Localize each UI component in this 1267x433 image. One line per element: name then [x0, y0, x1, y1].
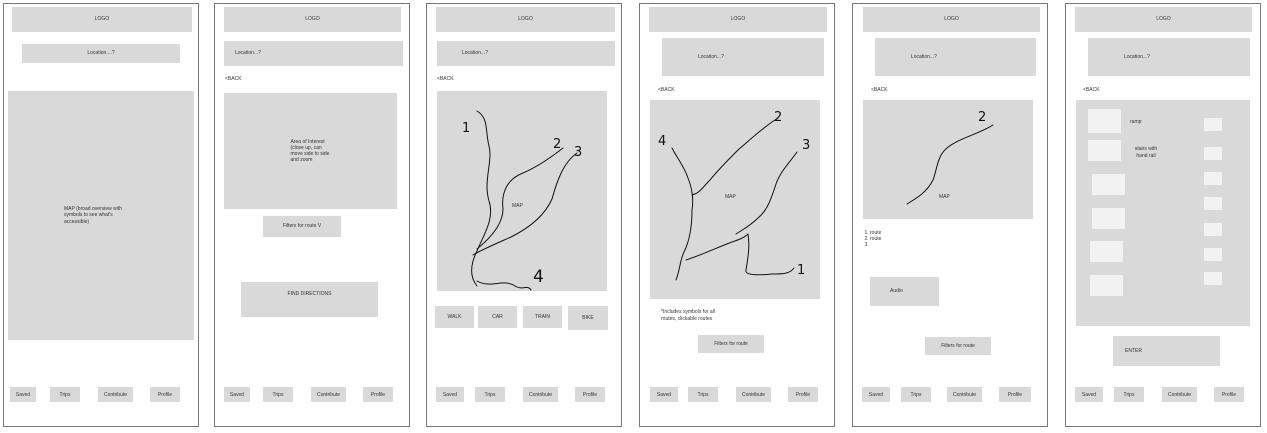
- audio-button[interactable]: [870, 277, 939, 306]
- nav-saved[interactable]: Saved: [224, 387, 250, 402]
- nav-saved[interactable]: Saved: [436, 387, 464, 402]
- route-lines[interactable]: [863, 100, 1033, 219]
- back-link[interactable]: <BACK: [1083, 87, 1100, 93]
- location-input[interactable]: [875, 38, 1036, 76]
- filter-options-panel: [1076, 100, 1250, 326]
- route-number-4: 4: [533, 267, 544, 287]
- filter-option-icon: [1090, 275, 1123, 296]
- nav-contribute[interactable]: Contribute: [523, 387, 558, 402]
- logo: LOGO: [1075, 7, 1252, 32]
- nav-trips[interactable]: Trips: [1114, 387, 1144, 402]
- route-number-3: 3: [574, 145, 583, 160]
- filter-checkbox[interactable]: [1204, 172, 1222, 185]
- route-line-2: [692, 118, 778, 195]
- filter-option-icon: [1092, 208, 1125, 229]
- back-link[interactable]: <BACK: [437, 76, 454, 82]
- location-input[interactable]: [437, 41, 615, 66]
- logo: LOGO: [224, 7, 401, 32]
- map-label: MAP: [939, 194, 950, 200]
- route-map[interactable]: [437, 91, 607, 291]
- filter-checkbox[interactable]: [1204, 248, 1222, 261]
- transport-walk-button[interactable]: WALK: [435, 306, 474, 328]
- route-number-2: 2: [978, 110, 987, 125]
- route-map[interactable]: [650, 100, 820, 299]
- location-text: Location...?: [462, 50, 488, 57]
- route-list-item[interactable]: 2. route: [870, 236, 881, 242]
- location-input[interactable]: [1088, 38, 1250, 76]
- route-line-4: [477, 281, 531, 290]
- location-text: Location...?: [698, 53, 724, 60]
- map-label: MAP: [512, 203, 523, 209]
- screen-4-route-overview: [639, 3, 835, 427]
- nav-trips[interactable]: Trips: [901, 387, 931, 402]
- screen-3-routes: [426, 3, 622, 427]
- filter-option-ramp-icon: [1088, 109, 1121, 133]
- nav-contribute[interactable]: Contribute: [311, 387, 346, 402]
- route-connector: [686, 234, 748, 260]
- nav-contribute[interactable]: Contribute: [736, 387, 771, 402]
- nav-contribute[interactable]: Contribute: [947, 387, 982, 402]
- route-list-item[interactable]: 1. route: [870, 230, 881, 236]
- enter-button[interactable]: [1113, 336, 1220, 366]
- symbols-note: *Includes symbols for all routes, clickable routes: [661, 309, 715, 322]
- route-line-1: [746, 234, 794, 275]
- location-input[interactable]: Location....?: [22, 44, 180, 63]
- route-line-1: [472, 111, 491, 286]
- filter-checkbox[interactable]: [1204, 197, 1222, 210]
- nav-profile[interactable]: Profile: [788, 387, 818, 402]
- filter-checkbox[interactable]: [1204, 223, 1222, 236]
- location-text: Location...?: [235, 50, 261, 57]
- filter-checkbox[interactable]: [1204, 118, 1222, 131]
- filters-route-button[interactable]: Filters for route: [925, 337, 991, 355]
- logo: LOGO: [863, 7, 1040, 32]
- filter-checkbox[interactable]: [1204, 272, 1222, 285]
- filter-option-stairs-icon: [1088, 140, 1121, 161]
- nav-profile[interactable]: Profile: [363, 387, 393, 402]
- enter-label: ENTER: [1125, 347, 1142, 354]
- location-text: Location...?: [911, 53, 937, 60]
- transport-car-button[interactable]: CAR: [478, 306, 517, 328]
- route-list: [859, 230, 881, 248]
- area-of-interest-label: Area of Interest (close up, can move side to side and zoom: [290, 138, 330, 164]
- nav-profile[interactable]: Profile: [150, 387, 180, 402]
- nav-trips[interactable]: Trips: [688, 387, 718, 402]
- nav-saved[interactable]: Saved: [1075, 387, 1103, 402]
- back-link[interactable]: <BACK: [658, 87, 675, 93]
- filter-option-ramp-label: ramp: [1130, 119, 1142, 125]
- screen-1-home: [3, 3, 199, 427]
- nav-contribute[interactable]: Contribute: [98, 387, 133, 402]
- route-number-1: 1: [797, 263, 806, 278]
- map-overview-label: MAP (broad overview with symbols to see what's accessible): [64, 206, 122, 225]
- route-number-2: 2: [553, 137, 562, 152]
- nav-trips[interactable]: Trips: [263, 387, 293, 402]
- transport-train-button[interactable]: TRAIN: [523, 306, 562, 328]
- route-line-2: [907, 125, 993, 204]
- location-text: Location...?: [1124, 53, 1150, 60]
- nav-contribute[interactable]: Contribute: [1162, 387, 1197, 402]
- logo: LOGO: [436, 7, 615, 32]
- nav-trips[interactable]: Trips: [50, 387, 80, 402]
- nav-saved[interactable]: Saved: [862, 387, 890, 402]
- route-line-2: [477, 148, 563, 249]
- screen-2-area: [214, 3, 410, 427]
- filter-option-icon: [1090, 241, 1123, 262]
- transport-bike-button[interactable]: BIKE: [568, 306, 608, 330]
- nav-profile[interactable]: Profile: [999, 387, 1031, 402]
- logo: LOGO: [649, 7, 827, 32]
- route-map[interactable]: [863, 100, 1033, 219]
- filter-option-icon: [1092, 174, 1125, 195]
- map-label: MAP: [725, 194, 736, 200]
- route-number-2: 2: [774, 110, 783, 125]
- audio-label: Audio: [890, 288, 903, 295]
- area-of-interest-map[interactable]: [224, 93, 397, 209]
- route-line-4: [672, 148, 693, 280]
- route-number-1: 1: [462, 121, 471, 136]
- route-list-item[interactable]: [870, 242, 881, 248]
- route-line-3: [736, 152, 797, 234]
- filters-route-button[interactable]: Filters for route V: [263, 216, 341, 237]
- filter-checkbox[interactable]: [1204, 147, 1222, 160]
- nav-profile[interactable]: Profile: [1214, 387, 1244, 402]
- back-link[interactable]: <BACK: [871, 87, 888, 93]
- screen-6-filters: [1065, 3, 1261, 427]
- logo: LOGO: [12, 7, 192, 32]
- map-overview[interactable]: [8, 91, 194, 340]
- location-input[interactable]: [662, 38, 824, 76]
- filter-option-stairs-label: stairs with hand rail: [1134, 146, 1158, 159]
- nav-saved[interactable]: Saved: [650, 387, 678, 402]
- route-number-4: 4: [658, 134, 667, 149]
- screen-5-route-detail: [852, 3, 1048, 427]
- nav-saved[interactable]: Saved: [10, 387, 36, 402]
- find-directions-button[interactable]: FIND DIRECTIONS: [241, 282, 378, 317]
- route-number-3: 3: [802, 138, 811, 153]
- back-link[interactable]: <BACK: [225, 76, 242, 82]
- nav-trips[interactable]: Trips: [475, 387, 505, 402]
- filters-route-button[interactable]: Filters for route: [698, 335, 764, 353]
- location-input[interactable]: [224, 41, 403, 66]
- nav-profile[interactable]: Profile: [575, 387, 605, 402]
